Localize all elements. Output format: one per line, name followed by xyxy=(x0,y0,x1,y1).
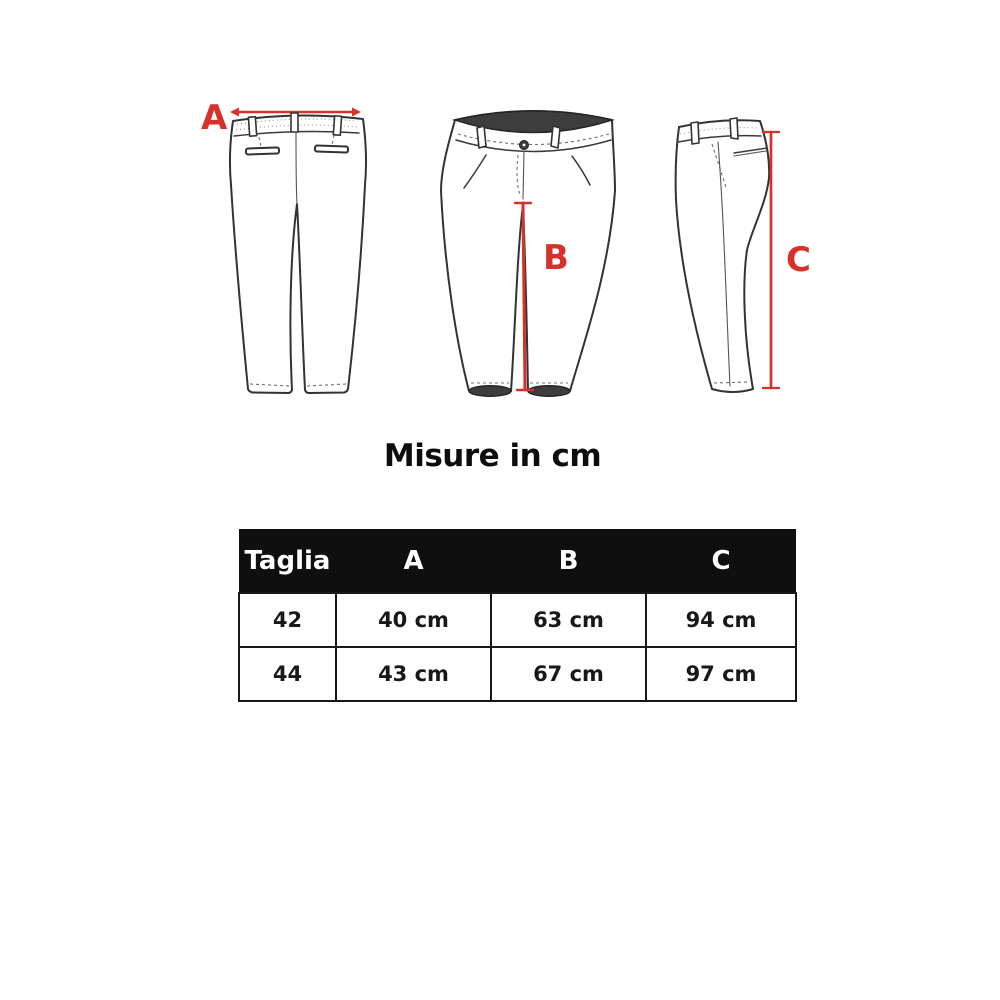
size-table xyxy=(238,529,797,702)
cell-measure-c: 97 cm xyxy=(646,647,796,701)
cell-measure-c: 94 cm xyxy=(646,593,796,647)
side-pants-outline xyxy=(676,120,770,392)
pants-front-view-drawing xyxy=(433,93,625,403)
size-row-42 xyxy=(239,593,796,647)
hem-opening-left xyxy=(469,386,511,396)
measure-label-a: A xyxy=(201,98,228,138)
hem-opening-right xyxy=(528,386,570,396)
header-a: A xyxy=(336,529,491,593)
size-row-44 xyxy=(239,647,796,701)
measure-label-c: C xyxy=(786,240,811,280)
cell-measure-a: 43 cm xyxy=(336,647,491,701)
cell-measure-b: 67 cm xyxy=(491,647,646,701)
back-pants-outline xyxy=(230,115,366,393)
cell-size: 42 xyxy=(239,593,336,647)
cell-measure-a: 40 cm xyxy=(336,593,491,647)
header-c: C xyxy=(646,529,796,593)
cell-measure-b: 63 cm xyxy=(491,593,646,647)
measure-label-b: B xyxy=(543,238,569,278)
page-title: Misure in cm xyxy=(383,438,602,474)
front-pants-outline xyxy=(441,111,615,391)
cell-size: 44 xyxy=(239,647,336,701)
header-b: B xyxy=(491,529,646,593)
back-pocket-right xyxy=(315,145,348,152)
header-taglia: Taglia xyxy=(239,529,336,593)
size-table-header-row xyxy=(239,529,796,593)
back-pocket-left xyxy=(246,147,279,154)
